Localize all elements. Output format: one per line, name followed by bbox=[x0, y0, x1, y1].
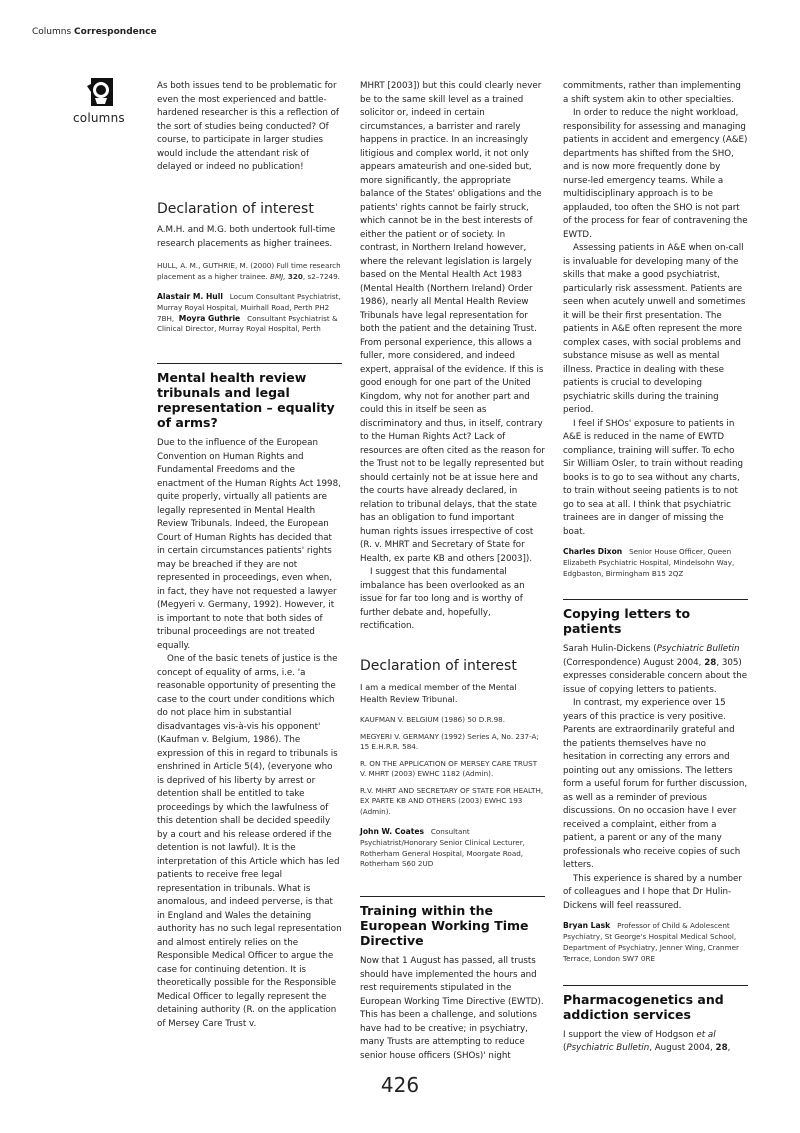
col2-paragraph-1: MHRT [2003]) but this could clearly never be to the same skill level as a trained solicitor or, indeed in certain circumstances, a barrister and rarely happens in practice. In an increasingly litigious and complex world, it not only appears amateurish and one-sided but, more significantly, the appropriate balance of the States' obligations and the patients' rights cannot be fairly struck, which cannot be in the best interests of either the patient or of society. In contrast, in Northern Ireland however, where the relevant legislation is largely based on the Mental Health Act 1983 (Mental Health (Northern Ireland) Order 1986), nearly all Mental Health Review Tribunals have legal representation for both the patient and the detaining Trust. From personal experience, this allows a fuller, more considered, and indeed expert, appraisal of the evidence. If this is good enough for one part of the United Kingdom, why not for another part and could this in itself be seen as discriminatory and thus, in itself, contrary to the Human Rights Act? Lack of resources are often cited as the reason for the Trust not to be legally represented but should certainly not be at issue here and the courts have already declared, in relation to tribunal delays, that the state has an obligation to fund important human rights issues irrespective of cost (R. v. MHRT and Secretary of State for Health, ex parte KB and others [2003]). bbox=[360, 81, 545, 564]
reference-megyeri: MEGYERI V. GERMANY (1992) Series A, No. 237-A; 15 E.H.R.R. 584. bbox=[360, 731, 539, 751]
col2-paragraph-3: Now that 1 August has passed, all trusts should have implemented the hours and rest requirements stipulated in the European Working Time Directive (EWTD). This has been a challenge, and solutions have had to be creative; in psychiatry, many Trusts are attempting to reduce senior house officers (SHOs)' night bbox=[360, 956, 544, 1061]
page-number: 426 bbox=[380, 1073, 420, 1097]
col3-paragraph-6: In contrast, my experience over 15 years of this practice is very positive. Parents are extraordinarily grateful and the patients themselves have no hesitation in correcting any errors and pointing out any omissions. The letters form a useful forum for further discussion, as well as a reminder of previous discussions. On no occasion have I ever received a complaint, either from a patient, a parent or any of the many professionals who receive copies of such letters. bbox=[563, 698, 748, 871]
col3-paragraph-7: This experience is shared by a number of colleagues and I hope that Dr Hulin-Dickens will feel reassured. bbox=[563, 873, 742, 911]
running-header bbox=[32, 27, 157, 37]
col3-paragraph-4: I feel if SHOs' exposure to patients in A&E is reduced in the name of EWTD compliance, training will suffer. To echo Sir William Osler, to train without reading books is to go to sea without any charts, to train without seeing patients is to not go to sea at all. I think that psychiatric trainees are in danger of missing the boat. bbox=[563, 418, 743, 537]
header-subsection: Correspondence bbox=[74, 27, 157, 37]
declaration-heading-2: Declaration of interest bbox=[360, 657, 517, 674]
reference-kaufman: KAUFMAN V. BELGIUM (1986) 50 D.R.98. bbox=[360, 715, 506, 724]
article-title-pharmacogenetics: Pharmacogenetics and addiction services bbox=[563, 985, 748, 1022]
header-section: Columns bbox=[32, 27, 72, 37]
article-title-copying-letters: Copying letters to patients bbox=[563, 599, 748, 636]
author-block-lask: Bryan Lask Professor of Child & Adolescent Psychiatry, St George's Hospital Medical School, Department of Psychiatry, Jenner Wing, Cranmer Terrace, London SW7 0RE bbox=[563, 921, 739, 963]
column-3 bbox=[563, 80, 748, 1056]
author-block-hull-guthrie: Alastair M. Hull Locum Consultant Psychiatrist, Murray Royal Hospital, Muirhall Road, Perth PH2 7BH, Moyra Guthrie Consultant Psychiatrist & Clinical Director, Murray Royal Hospital, Perth bbox=[157, 292, 341, 334]
author-block-coates: John W. Coates Consultant Psychiatrist/Honorary Senior Clinical Lecturer, Rotherham General Hospital, Moorgate Road, Rotherham S60 2UD bbox=[360, 827, 525, 869]
col3-paragraph-3: Assessing patients in A&E when on-call is invaluable for developing many of the skills that make a good psychiatrist, particularly risk assessment. Patients are seen when acutely unwell and sometimes it will be their first presentation. The patients in A&E often represent the more complex cases, with social problems and substance misuse as well as mental illness. Practice in dealing with these patients is crucial to developing psychiatric skills during the training period. bbox=[563, 243, 746, 415]
col3-paragraph-1: commitments, rather than implementing a shift system akin to other specialties. bbox=[563, 81, 741, 105]
declaration-text-2: I am a medical member of the Mental Health Review Tribunal. bbox=[360, 682, 517, 704]
col1-paragraph-1: Due to the influence of the European Convention on Human Rights and Fundamental Freedoms and the enactment of the Human Rights Act 1998, quite properly, virtually all patients are legally represented in Mental Health Review Tribunals. Indeed, the European Court of Human Rights has decided that in certain circumstances patients' rights may be breached if they are not represented in proceedings, even when, in fact, they have not requested a lawyer (Megyeri v. Germany, 1992). However, it is important to note that both sides of tribunal proceedings are not treated equally. bbox=[157, 438, 341, 651]
article-title-ewtd: Training within the European Working Time Directive bbox=[360, 896, 545, 948]
column-2 bbox=[360, 80, 545, 1063]
col2-paragraph-2: I suggest that this fundamental imbalance has been overlooked as an issue for far too long and is worthy of further debate and, hopefully, rectification. bbox=[360, 567, 525, 631]
declaration-heading-1: Declaration of interest bbox=[157, 200, 314, 217]
columns-logo-word: columns bbox=[73, 111, 125, 125]
col1-intro-paragraph: As both issues tend to be problematic for even the most experienced and battle-hardened researcher is this a reflection of the sort of studies being conducted? Of course, to participate in larger studies would include the attendant risk of delayed or indeed no publication! bbox=[157, 81, 339, 172]
col3-paragraph-2: In order to reduce the night workload, responsibility for assessing and managing patients in accident and emergency (A&E) departments has shifted from the SHO, and is now more frequently done by nurse-led emergency teams. While a multidisciplinary approach is to be applauded, too often the SHO is not part of the process for fear of contravening the EWTD. bbox=[563, 108, 748, 240]
col3-paragraph-5: Sarah Hulin-Dickens (Psychiatric Bulletin (Correspondence) August 2004, 28, 305) expresses considerable concern about the issue of copying letters to patients. bbox=[563, 644, 748, 695]
col3-paragraph-8: I support the view of Hodgson et al (Psychiatric Bulletin, August 2004, 28, bbox=[563, 1029, 731, 1054]
reference-mersey: R. ON THE APPLICATION OF MERSEY CARE TRUST V. MHRT (2003) EWHC 1182 (Admin). bbox=[360, 758, 538, 778]
columns-logo-icon bbox=[85, 76, 119, 108]
reference-hull: HULL, A. M., GUTHRIE, M. (2000) Full time research placement as a higher trainee. BMJ, 320, s2–7249. bbox=[157, 261, 341, 281]
author-block-dixon: Charles Dixon Senior House Officer, Queen Elizabeth Psychiatric Hospital, Mindelsohn Way, Edgbaston, Birmingham B15 2QZ bbox=[563, 547, 735, 578]
article-title-tribunals: Mental health review tribunals and legal representation – equality of arms? bbox=[157, 363, 342, 430]
column-1 bbox=[157, 80, 342, 1031]
reference-mhrt-kb: R.V. MHRT AND SECRETARY OF STATE FOR HEALTH, EX PARTE KB AND OTHERS (2003) EWHC 193 (Admin). bbox=[360, 785, 544, 816]
col1-paragraph-2: One of the basic tenets of justice is the concept of equality of arms, i.e. 'a reasonable opportunity of presenting the case to the court under conditions which do not place him in substantial disadvantages vis-à-vis his opponent' (Kaufman v. Belgium, 1986). The expression of this in regard to tribunals is enshrined in Article 5(4), (everyone who is deprived of his liberty by arrest or detention shall be entitled to take proceedings by which the lawfulness of this detention shall be decided speedily by a court and his release ordered if the detention is not lawful). It is the interpretation of this Article which has led patients to receive free legal representation in tribunals. What is anomalous, and indeed perverse, is that in England and Wales the detaining authority has no such legal representation and almost entirely relies on the Responsible Medical Officer to argue the case for continuing detention. It is theoretically possible for the Responsible Medical Officer to legally represent the detaining authority (R. on the application of Mersey Care Trust v. bbox=[157, 654, 342, 1029]
declaration-text-1: A.M.H. and M.G. both undertook full-time research placements as higher trainees. bbox=[157, 225, 336, 249]
